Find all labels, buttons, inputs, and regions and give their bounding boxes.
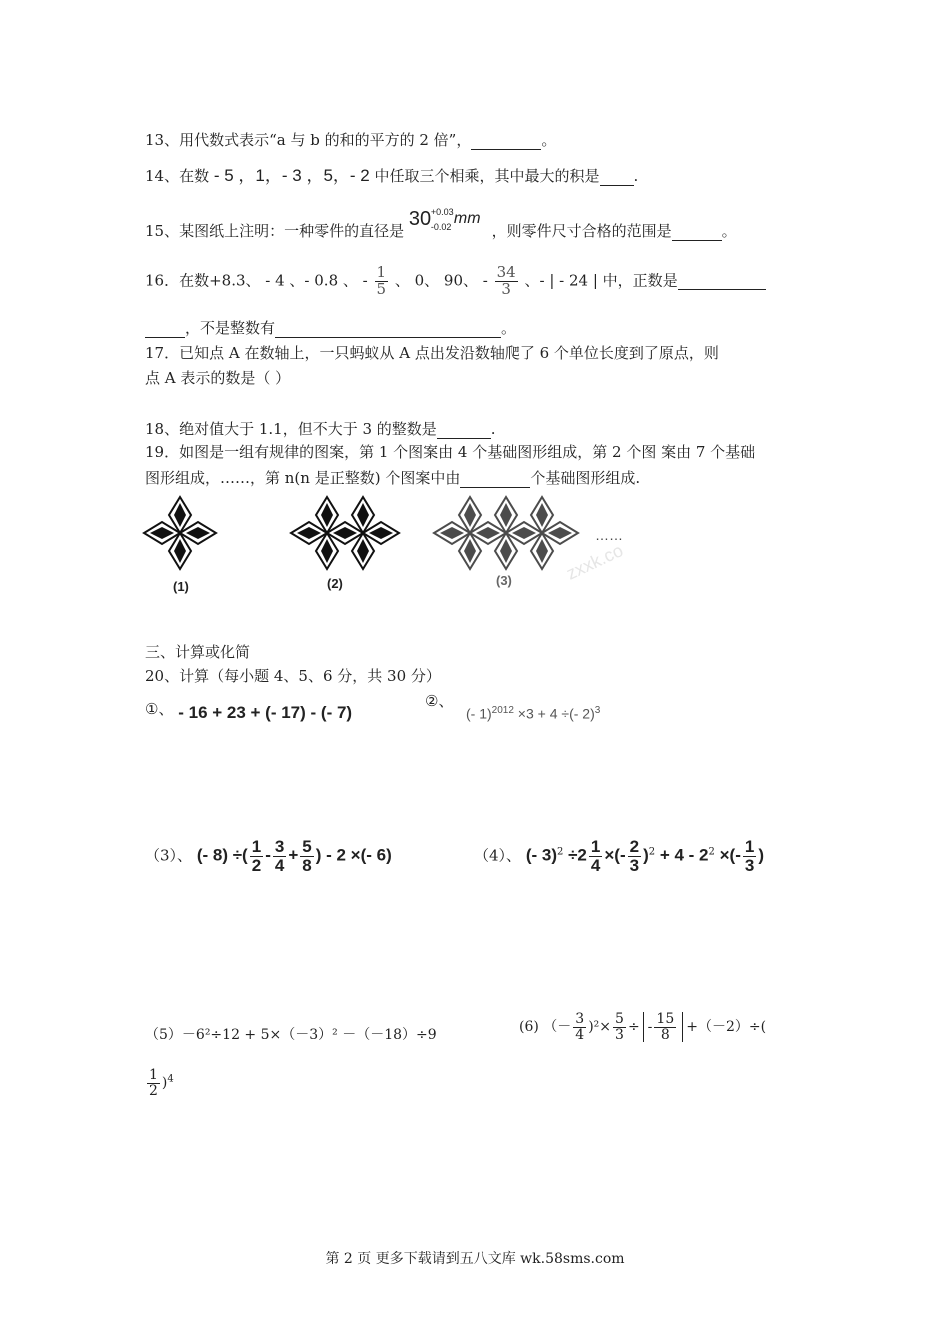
- question-20: 20、计算（每小题 4、5、6 分，共 30 分）: [145, 667, 441, 685]
- q18-end: .: [490, 420, 496, 438]
- fraction-34-3: $\frac{34}{3}$: [496, 263, 516, 298]
- q19-text-a: 图形组成，……，第 n(n 是正整数) 个图案中由: [145, 469, 461, 487]
- p2-exponent-2: 3: [594, 705, 601, 716]
- fig-label-2: (2): [327, 576, 343, 591]
- q15-base: 30: [408, 208, 432, 230]
- question-15: [145, 208, 737, 248]
- p2-a: (- 1): [466, 705, 492, 722]
- p4-frac-1: $\frac{1}{4}$: [590, 837, 601, 875]
- pattern-figure: [140, 490, 680, 610]
- p3-a: (- 8) ÷(: [196, 845, 248, 865]
- p4-square: 2: [557, 846, 564, 858]
- answer-blank: [672, 222, 722, 241]
- q13-end: 。: [541, 131, 557, 149]
- problem-4: [474, 838, 764, 875]
- p6-d: ): [161, 1075, 168, 1092]
- fig-dots: ……: [595, 527, 623, 543]
- p6-label: (6) （－: [519, 1019, 572, 1036]
- problem-1: [145, 698, 353, 722]
- pattern-3: [434, 497, 578, 569]
- problem-6: [519, 1012, 766, 1042]
- tolerance-expression: [409, 208, 487, 244]
- q16-text-a: 16．在数+8.3、 - 4 、- 0.8 、 -: [145, 271, 368, 290]
- question-17-line2: 点 A 表示的数是（ ）: [145, 369, 291, 387]
- p4-a: (- 3): [525, 845, 557, 865]
- p4-d: ): [643, 845, 649, 865]
- question-17-line1: 17．已知点 A 在数轴上，一只蚂蚁从 A 点出发沿数轴爬了 6 个单位长度到了原点，则: [145, 344, 719, 362]
- q16-text-d: ，不是整数有: [185, 319, 276, 337]
- q15-upper: +0.03: [430, 207, 454, 217]
- problem-5: （5）－6²÷12 + 5×（－3）² －（－18）÷9: [145, 1027, 437, 1043]
- question-19-line2: [145, 467, 640, 488]
- p3-frac-3: $\frac{5}{8}$: [302, 837, 312, 875]
- p6-frac-3: $\frac{15}{8}$: [656, 1011, 675, 1043]
- q19-text-b: 个基础图形组成.: [530, 469, 641, 487]
- q15-lower: -0.02: [430, 222, 452, 232]
- q14-end: .: [633, 167, 639, 185]
- p3-frac-1: $\frac{1}{2}$: [251, 837, 262, 875]
- question-19-line1: 19．如图是一组有规律的图案，第 1 个图案由 4 个基础图形组成，第 2 个图 案由 7 个基础: [145, 443, 756, 461]
- q13-text: 13、用代数式表示“a 与 b 的和的平方的 2 倍”，: [145, 131, 472, 149]
- answer-blank: [145, 319, 185, 338]
- q16-text-c: 、- | - 24 | 中，正数是: [524, 271, 678, 290]
- p4-e: + 4 - 2: [655, 845, 709, 865]
- q15-end: 。: [721, 222, 737, 240]
- p4-frac-2: $\frac{2}{3}$: [629, 837, 640, 875]
- p6-frac-2: $\frac{5}{3}$: [615, 1011, 624, 1043]
- section-heading: 三、计算或化简: [145, 643, 251, 661]
- p4-square-2: 2: [648, 846, 656, 858]
- q15-text-a: 15、某图纸上注明：一种零件的直径是: [145, 222, 405, 240]
- p4-g: ): [758, 845, 765, 865]
- q14-text-a: 14、在数: [145, 167, 210, 185]
- fig-label-1: (1): [173, 579, 189, 594]
- p3-frac-2: $\frac{3}{4}$: [274, 837, 285, 875]
- question-18: [145, 418, 496, 439]
- p6-a: )²×: [588, 1019, 612, 1036]
- p6-b: ÷: [627, 1019, 640, 1036]
- q18-text: 18、绝对值大于 1.1，但不大于 3 的整数是: [145, 420, 437, 438]
- p2-exponent: 2012: [491, 705, 514, 716]
- pattern-1: [144, 497, 216, 569]
- q16-text-b: 、 0、 90、 -: [394, 271, 488, 290]
- abs-value: [643, 1012, 684, 1042]
- p6-frac-4: $\frac{1}{2}$: [149, 1067, 158, 1099]
- answer-blank: [471, 131, 541, 150]
- p2-b: ×3 + 4 ÷(- 2): [513, 705, 595, 722]
- problem-2: [466, 705, 600, 722]
- problem-3: （3）、 (- 8) ÷( $\frac{1}{2}$ - $\frac{3}{4}$ + $\frac{5}{8}$ ) - 2 ×(- 6): [145, 837, 392, 875]
- q16-end: 。: [501, 319, 517, 337]
- answer-blank: [460, 469, 530, 488]
- p4-c: ×(-: [604, 845, 626, 865]
- p6-abs-minus: -: [647, 1019, 653, 1036]
- q14-text-b: 中任取三个相乘，其中最大的积是: [374, 167, 600, 185]
- p4-b: ÷2: [563, 845, 587, 865]
- question-13: [145, 129, 556, 150]
- answer-blank: [600, 167, 634, 186]
- p6-c: +（－2）÷(: [686, 1019, 767, 1036]
- p3-b: ) - 2 ×(- 6): [315, 845, 392, 865]
- p4-square-3: 2: [708, 846, 715, 858]
- answer-blank: [275, 319, 501, 338]
- question-16-line2: [145, 317, 516, 338]
- p1-label: ①、: [145, 700, 174, 718]
- q15-text-b: ，则零件尺寸合格的范围是: [491, 222, 672, 240]
- fraction-1-5: $\frac{1}{5}$: [376, 263, 387, 298]
- p4-frac-3: $\frac{1}{3}$: [744, 837, 755, 875]
- watermark: zxxk.co: [563, 540, 627, 584]
- p4-label: （4）、: [474, 846, 522, 865]
- problem-2-label: ②、: [425, 692, 454, 710]
- pattern-2: [291, 497, 399, 569]
- problem-6-cont: [145, 1068, 174, 1098]
- question-16: [145, 265, 766, 298]
- q14-numbers: - 5 ，1，- 3 ，5，- 2: [213, 166, 370, 185]
- answer-blank: [437, 420, 491, 439]
- p4-f: ×(-: [714, 845, 741, 865]
- p3-label: （3）、: [145, 846, 193, 865]
- p6-exponent: 4: [167, 1073, 174, 1085]
- p6-frac-1: $\frac{3}{4}$: [575, 1011, 585, 1043]
- p1-expression: - 16 + 23 + (- 17) - (- 7): [178, 703, 353, 722]
- fig-label-3: (3): [496, 573, 512, 588]
- footer: 第 2 页 更多下载请到五八文库 wk.58sms.com: [325, 1251, 625, 1267]
- answer-blank: [678, 271, 766, 290]
- q15-unit: mm: [453, 210, 481, 227]
- question-14: [145, 161, 638, 186]
